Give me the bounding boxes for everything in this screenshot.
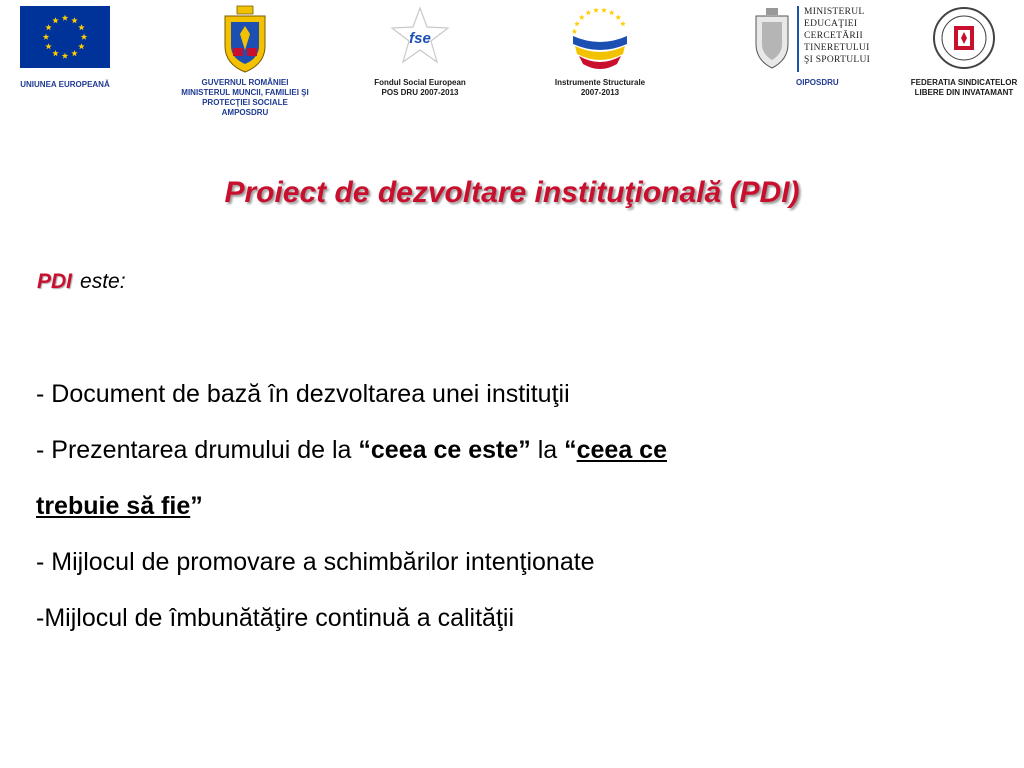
intro-line [37,270,126,294]
ministerul-caption: OIPOSDRU [796,78,839,87]
ministry-crest-icon [752,6,792,72]
eu-logo [10,0,120,90]
bullet-1: - Document de bază în dezvoltarea unei instituţii [36,380,570,408]
fse-caption-1: Fondul Social European [374,78,466,87]
eu-flag-icon [20,6,110,74]
structural-star-icon [572,28,578,33]
ministerul-name-2: EDUCAŢIEI [804,19,858,29]
intro-text: este: [80,270,126,293]
bullet-2-prefix: - Prezentarea drumului de la [36,436,359,464]
ministerul-logo [752,0,887,88]
page-title: Proiect de dezvoltare instituţională (PDI) [224,176,800,209]
guvern-caption-1: GUVERNUL ROMÂNIEI [201,78,289,87]
ministerul-name-3: CERCETĂRII [804,31,863,41]
federatia-caption-1: FEDERATIA SINDICATELOR [910,78,1018,87]
guvern-caption-2: MINISTERUL MUNCII, FAMILIEI ŞI [181,88,309,97]
guvern-caption-4: AMPOSDRU [221,108,269,117]
structural-star-icon [620,21,626,26]
ministerul-name [804,6,870,72]
bullet-2-continued [36,478,936,534]
structural-star-icon [601,7,607,12]
fse-mark-text: fse [409,30,431,47]
instrumente-structurale-logo-icon [565,6,635,74]
logo-bar [0,0,1024,130]
bullet-2-quote-open: “ [564,436,577,464]
bullet-2-quote-1: “ceea ce este” [358,436,531,464]
guvern-caption-3: PROTECŢIEI SOCIALE [202,98,288,107]
structural-star-icon [574,21,580,26]
structural-star-icon [615,14,621,19]
eu-caption: UNIUNEA EUROPEANĂ [20,80,110,89]
bullet-2-quote-close: ” [190,492,203,520]
structural-star-icon [609,10,615,15]
bullet-4: -Mijlocul de îmbunătăţire continuă a calităţii [36,604,515,632]
structural-star-icon [593,7,599,12]
federatia-caption-2: LIBERE DIN INVATAMANT [914,88,1014,97]
bullet-2 [36,422,936,478]
instrumente-logo [540,0,660,98]
ministerul-divider [797,6,799,72]
fsli-seal-icon [932,6,996,70]
ministerul-name-4: TINERETULUI [804,43,870,53]
guvern-logo [170,0,320,118]
bullet-2-link-1: ceea ce [576,436,667,464]
intro-term: PDI [37,270,73,293]
fse-star-logo-icon [390,6,450,68]
bullet-2-link-2: trebuie să fie [36,492,191,520]
structural-star-icon [585,10,591,15]
fse-caption-2: POS DRU 2007-2013 [381,88,459,97]
structural-star-icon [579,14,585,19]
bullet-list [36,366,936,646]
federatia-logo [908,0,1020,98]
instrumente-caption-2: 2007-2013 [580,88,620,97]
fse-logo [362,0,478,98]
ministerul-name-1: MINISTERUL [804,7,865,17]
ministerul-name-5: ŞI SPORTULUI [804,55,871,65]
bullet-3: - Mijlocul de promovare a schimbărilor intenţionate [36,548,595,576]
romania-coat-of-arms-icon [219,4,271,74]
instrumente-caption-1: Instrumente Structurale [554,78,646,87]
ministerul-mark [752,6,870,72]
bullet-2-mid: la [530,436,565,464]
